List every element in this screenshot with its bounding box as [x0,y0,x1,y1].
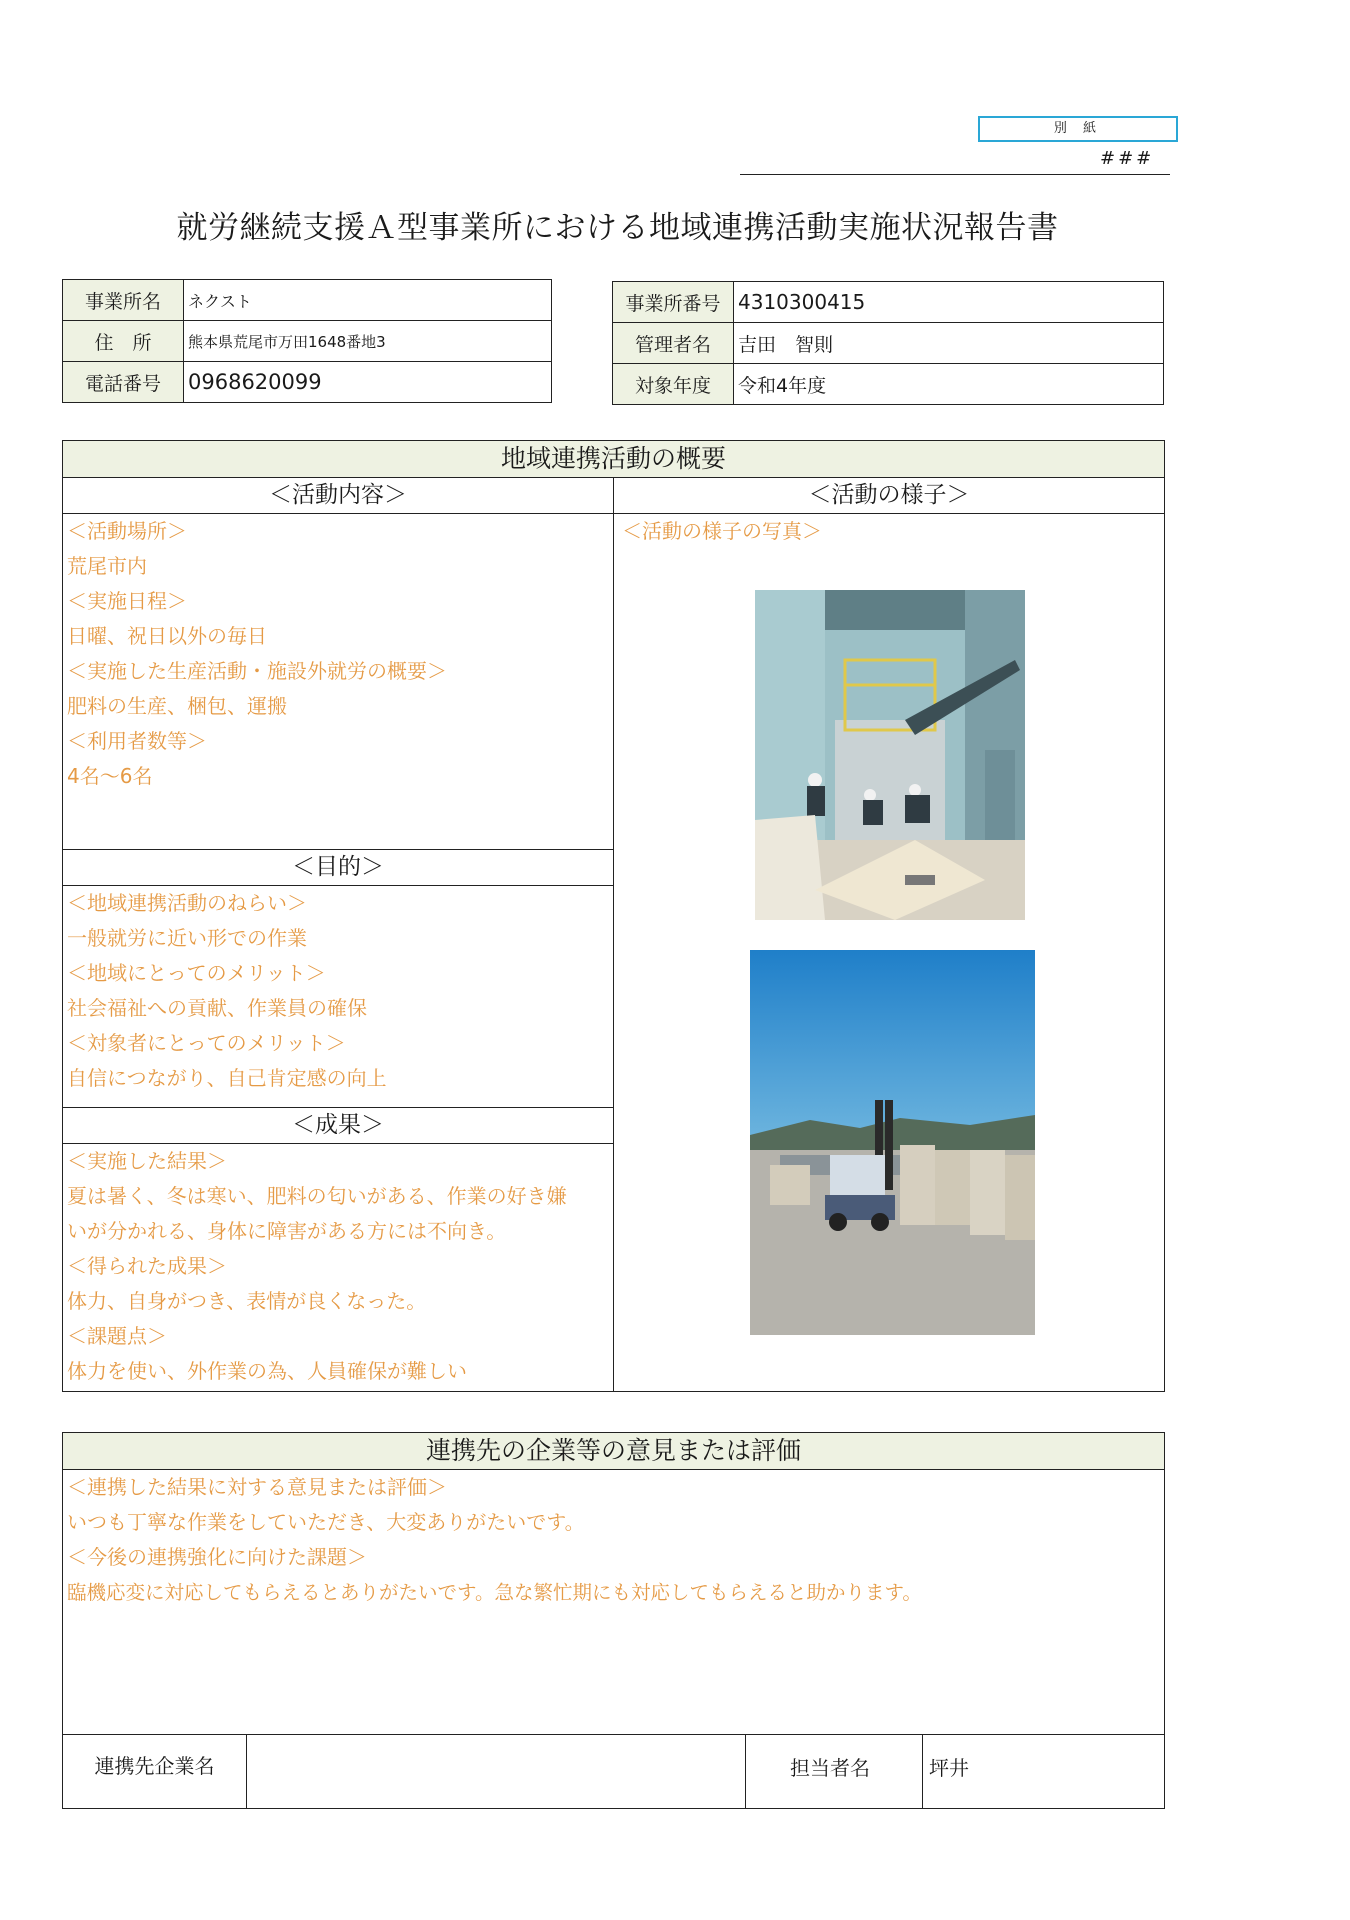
content-line: ＜実施した生産活動・施設外就労の概要＞ [67,659,447,683]
content-column [63,478,614,1391]
result-line: 体力、自身がつき、表情が良くなった。 [67,1289,427,1313]
contact-row [63,1734,1164,1809]
attachment-stamp: 別 紙 [978,116,1178,142]
content-line: ＜活動場所＞ [67,519,187,543]
result-header: ＜成果＞ [63,1107,613,1144]
result-line: ＜実施した結果＞ [67,1149,227,1173]
facility-info-table [62,279,552,403]
facility-number-label: 事業所番号 [613,282,734,323]
facility-detail-table [612,281,1164,405]
evaluation-line: 臨機応変に対応してもらえるとありがたいです。急な繁忙期にも対応してもらえると助かります。 [67,1581,922,1604]
result-text [63,1144,613,1389]
factory-photo [755,590,1025,920]
document-number-underline [740,174,1170,175]
company-name-value [247,1735,746,1809]
content-line: 荒尾市内 [67,554,147,578]
overview-section [62,440,1165,1392]
address-label: 住 所 [63,321,184,362]
result-line: 夏は暑く、冬は寒い、肥料の匂いがある、作業の好き嫌 [67,1184,567,1208]
result-line: ＜得られた成果＞ [67,1254,227,1278]
result-line: いが分かれる、身体に障害がある方には不向き。 [67,1219,507,1243]
evaluation-section [62,1432,1165,1809]
person-in-charge-label: 担当者名 [738,1735,923,1809]
evaluation-text [63,1470,1164,1734]
content-text [63,514,613,849]
company-name-label: 連携先企業名 [63,1735,247,1809]
page-title: 就労継続支援Ａ型事業所における地域連携活動実施状況報告書 [176,210,1059,246]
phone-value: 0968620099 [184,362,552,403]
forklift-photo [750,950,1035,1335]
content-line: 日曜、祝日以外の毎日 [67,624,267,648]
content-line: ＜利用者数等＞ [67,729,207,753]
evaluation-header: 連携先の企業等の意見または評価 [63,1433,1164,1470]
purpose-line: 一般就労に近い形での作業 [67,926,307,950]
evaluation-line: ＜連携した結果に対する意見または評価＞ [67,1475,447,1499]
result-line: 体力を使い、外作業の為、人員確保が難しい [67,1359,467,1383]
facility-name-label: 事業所名 [63,280,184,321]
purpose-text [63,886,613,1107]
content-line: 肥料の生産、梱包、運搬 [67,694,287,718]
scene-column [614,478,1164,1391]
manager-value: 吉田 智則 [734,323,1164,364]
forklift-photo-image [750,950,1035,1335]
phone-label: 電話番号 [63,362,184,403]
evaluation-line: ＜今後の連携強化に向けた課題＞ [67,1545,367,1569]
result-line: ＜課題点＞ [67,1324,167,1348]
manager-label: 管理者名 [613,323,734,364]
evaluation-line: いつも丁寧な作業をしていただき、大変ありがたいです。 [67,1510,585,1534]
content-line: 4名～6名 [67,764,153,788]
facility-name-value: ネクスト [184,280,552,321]
purpose-line: ＜地域連携活動のねらい＞ [67,891,307,915]
purpose-line: ＜対象者にとってのメリット＞ [67,1031,346,1055]
target-year-value: 令和4年度 [734,364,1164,405]
content-line: ＜実施日程＞ [67,589,187,613]
person-in-charge-value: 坪井 [929,1756,969,1780]
purpose-line: 自信につながり、自己肯定感の向上 [67,1066,387,1090]
facility-number-value: 4310300415 [734,282,1164,323]
purpose-line: ＜地域にとってのメリット＞ [67,961,326,985]
photo-caption: ＜活動の様子の写真＞ [622,519,822,543]
document-number: ### [1100,148,1155,169]
address-value: 熊本県荒尾市万田1648番地3 [184,321,552,362]
purpose-line: 社会福祉への貢献、作業員の確保 [67,996,367,1020]
overview-header: 地域連携活動の概要 [63,441,1164,478]
content-header: ＜活動内容＞ [63,478,613,514]
factory-photo-image [755,590,1025,920]
target-year-label: 対象年度 [613,364,734,405]
purpose-header: ＜目的＞ [63,849,613,886]
scene-header: ＜活動の様子＞ [614,478,1164,514]
